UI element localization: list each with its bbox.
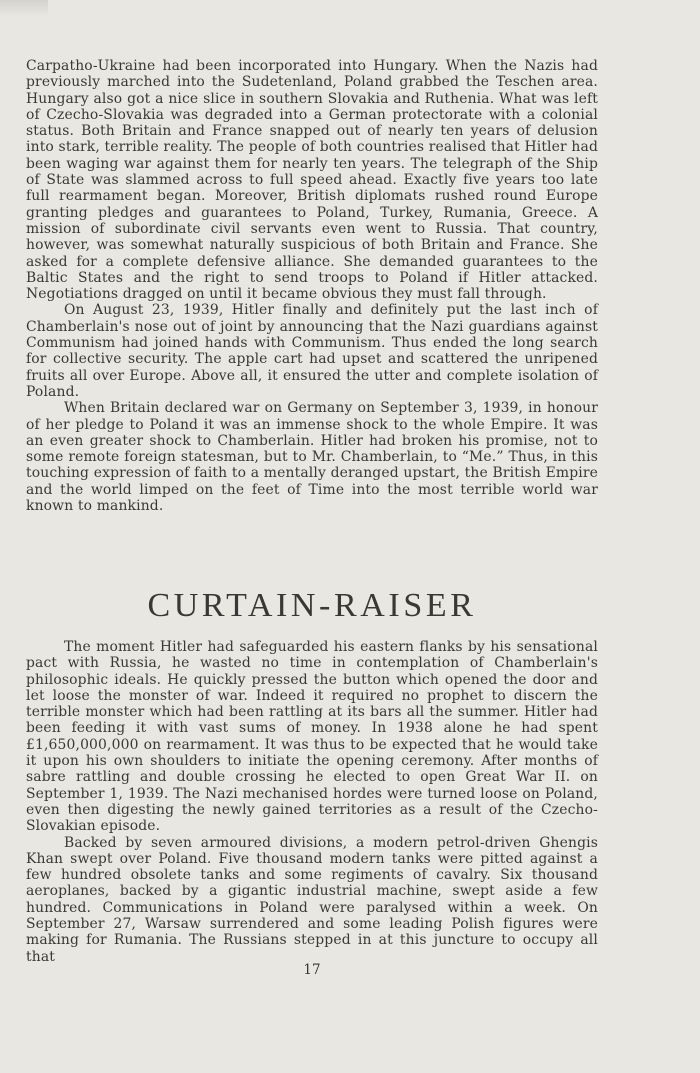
book-page	[26, 0, 598, 1073]
paragraph: Backed by seven armoured divisions, a modern petrol-driven Ghengis Khan swept over Poland. Five thousand modern tanks were pitted against a few hundred obsolete tanks and some regiments of cavalry. Six thousand aeroplanes, backed by a gigantic industrial machine, swept aside a few hundred. Communications in Poland were paralysed within a week. On September 27, Warsaw surrendered and some leading Polish figures were making for Rumania. The Russians stepped in at this juncture to occupy all that	[26, 834, 598, 965]
paragraph: Carpatho-Ukraine had been incorporated into Hungary. When the Nazis had previously marched into the Sudetenland, Poland grabbed the Teschen area. Hungary also got a nice slice in southern Slovakia and Ruthenia. What was left of Czecho-Slovakia was degraded into a German protectorate with a colonial status. Both Britain and France snapped out of nearly ten years of delusion into stark, terrible reality. The people of both countries realised that Hitler had been waging war against them for nearly ten years. The telegraph of the Ship of State was slammed across to full speed ahead. Exactly five years too late full rearmament began. Moreover, British diplomats rushed round Europe granting pledges and guarantees to Poland, Turkey, Rumania, Greece. A mission of subordinate civil servants even went to Russia. That country, however, was somewhat naturally suspicious of both Britain and France. She asked for a complete defensive alliance. She demanded guarantees to the Baltic States and the right to send troops to Poland if Hitler attacked. Negotiations dragged on until it became obvious they must fall through.	[26, 58, 598, 303]
paragraph: The moment Hitler had safeguarded his eastern flanks by his sensational pact with Russia, he wasted no time in contemplation of Chamberlain's philosophic ideals. He quickly pressed the button which opened the door and let loose the monster of war. Indeed it required no prophet to discern the terrible monster which had been rattling at its bars all the summer. Hitler had been feeding it with vast sums of money. In 1938 alone he had spent £1,650,000,000 on rearmament. It was thus to be expected that he would take it upon his own shoulders to initiate the opening ceremony. After months of sabre rattling and double crossing he elected to open Great War II. on September 1, 1939. The Nazi mechanised hordes were turned loose on Poland, even then digesting the newly gained territories as a result of the Czecho-Slovakian episode.	[26, 639, 598, 835]
page-number: 17	[303, 962, 321, 978]
section-one-text	[26, 58, 598, 514]
section-two-text	[26, 639, 598, 965]
paragraph: When Britain declared war on Germany on September 3, 1939, in honour of her pledge to Poland it was an immense shock to the whole Empire. It was an even greater shock to Chamberlain. Hitler had broken his promise, not to some remote foreign statesman, but to Mr. Chamberlain, to “Me.” Thus, in this touching expression of faith to a mentally deranged upstart, the British Empire and the world limped on the feet of Time into the most terrible world war known to mankind.	[26, 400, 598, 515]
chapter-heading: CURTAIN-RAISER	[147, 587, 477, 624]
paragraph: On August 23, 1939, Hitler finally and definitely put the last inch of Chamberlain's nose out of joint by announcing that the Nazi guardians against Communism had joined hands with Communism. Thus ended the long search for collective security. The apple cart had upset and scattered the unripened fruits all over Europe. Above all, it ensured the utter and complete isolation of Poland.	[26, 302, 598, 400]
